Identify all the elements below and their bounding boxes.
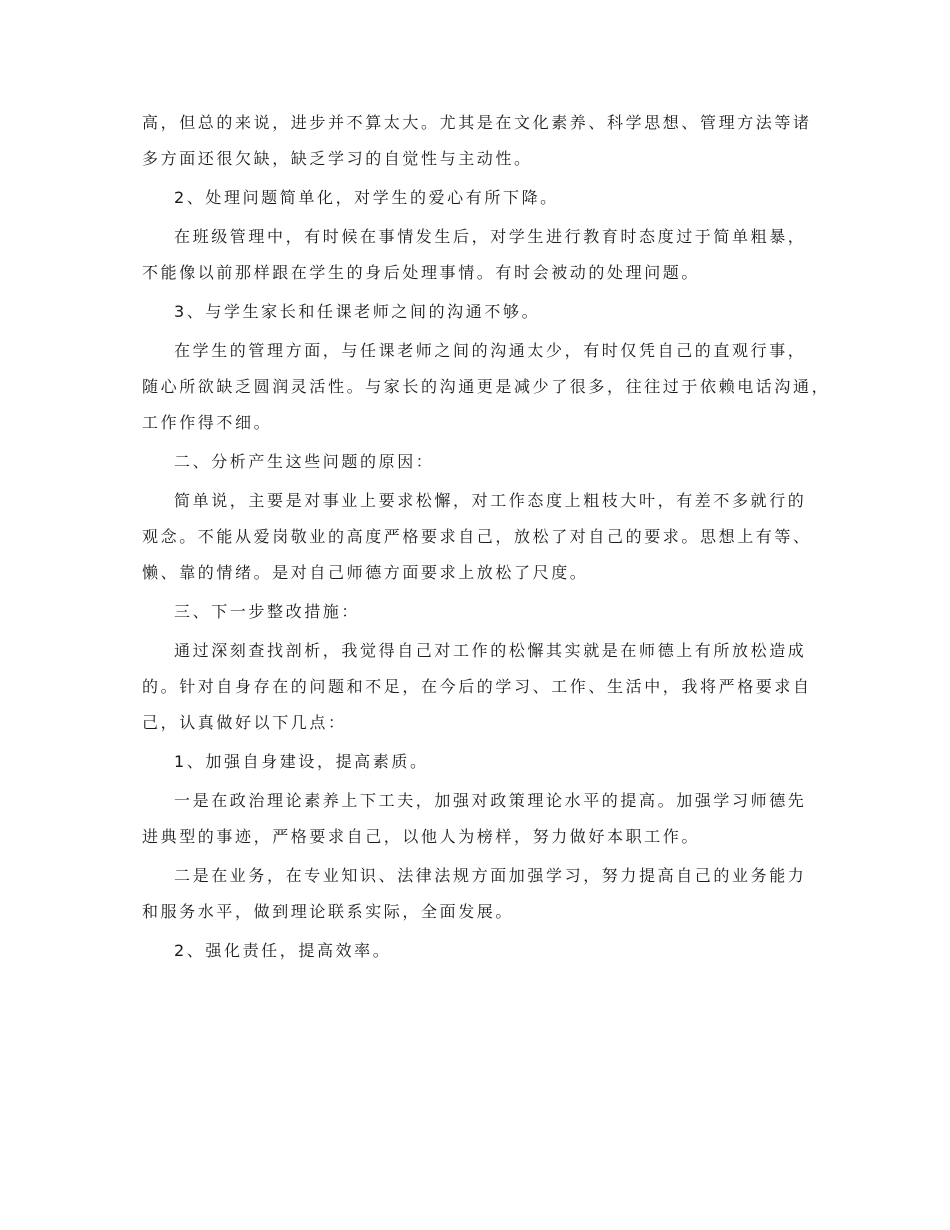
paragraph [142, 858, 822, 930]
text-line: 二是在业务，在专业知识、法律法规方面加强学习，努力提高自己的业务能力 [174, 866, 807, 885]
text-line: 三、下一步整改措施： [174, 602, 361, 621]
numbered-heading [142, 933, 822, 969]
paragraph [142, 219, 822, 291]
text-line: 2、处理问题简单化，对学生的爱心有所下降。 [174, 188, 559, 207]
paragraph [142, 333, 831, 441]
text-line: 1、加强自身建设，提高素质。 [174, 752, 429, 771]
paragraph [142, 633, 822, 741]
text-line: 在学生的管理方面，与任课老师之间的沟通太少，有时仅凭自己的直观行事， [174, 341, 807, 360]
text-line: 进典型的事迹，严格要求自己，以他人为榜样，努力做好本职工作。 [142, 827, 701, 846]
text-line: 己，认真做好以下几点： [142, 713, 347, 732]
text-line: 二、分析产生这些问题的原因： [174, 452, 435, 471]
text-line: 随心所欲缺乏圆润灵活性。与家长的沟通更是减少了很多，往往过于依赖电话沟通， [142, 377, 831, 396]
numbered-heading [142, 294, 822, 330]
text-line: 在班级管理中，有时候在事情发生后，对学生进行教育时态度过于简单粗暴， [174, 227, 807, 246]
text-line: 一是在政治理论素养上下工夫，加强对政策理论水平的提高。加强学习师德先 [174, 791, 807, 810]
paragraph [142, 783, 822, 855]
text-line: 懒、靠的情绪。是对自己师德方面要求上放松了尺度。 [142, 563, 589, 582]
paragraph [142, 483, 822, 591]
text-line: 多方面还很欠缺，缺乏学习的自觉性与主动性。 [142, 149, 533, 168]
paragraph-continuation [142, 105, 822, 177]
text-line: 和服务水平，做到理论联系实际，全面发展。 [142, 902, 515, 921]
text-line: 的。针对自身存在的问题和不足，在今后的学习、工作、生活中，我将严格要求自 [142, 677, 812, 696]
document-body [142, 105, 831, 969]
numbered-heading [142, 180, 822, 216]
numbered-heading [142, 744, 822, 780]
text-line: 不能像以前那样跟在学生的身后处理事情。有时会被动的处理问题。 [142, 263, 701, 282]
text-line: 通过深刻查找剖析，我觉得自己对工作的松懈其实就是在师德上有所放松造成 [174, 641, 807, 660]
text-line: 观念。不能从爱岗敬业的高度严格要求自己，放松了对自己的要求。思想上有等、 [142, 527, 812, 546]
section-heading [142, 594, 822, 630]
text-line: 简单说，主要是对事业上要求松懈，对工作态度上粗枝大叶，有差不多就行的 [174, 491, 807, 510]
text-line: 工作作得不细。 [142, 413, 273, 432]
text-line: 高，但总的来说，进步并不算太大。尤其是在文化素养、科学思想、管理方法等诸 [142, 113, 812, 132]
section-heading [142, 444, 822, 480]
text-line: 3、与学生家长和任课老师之间的沟通不够。 [174, 302, 541, 321]
text-line: 2、强化责任，提高效率。 [174, 941, 392, 960]
